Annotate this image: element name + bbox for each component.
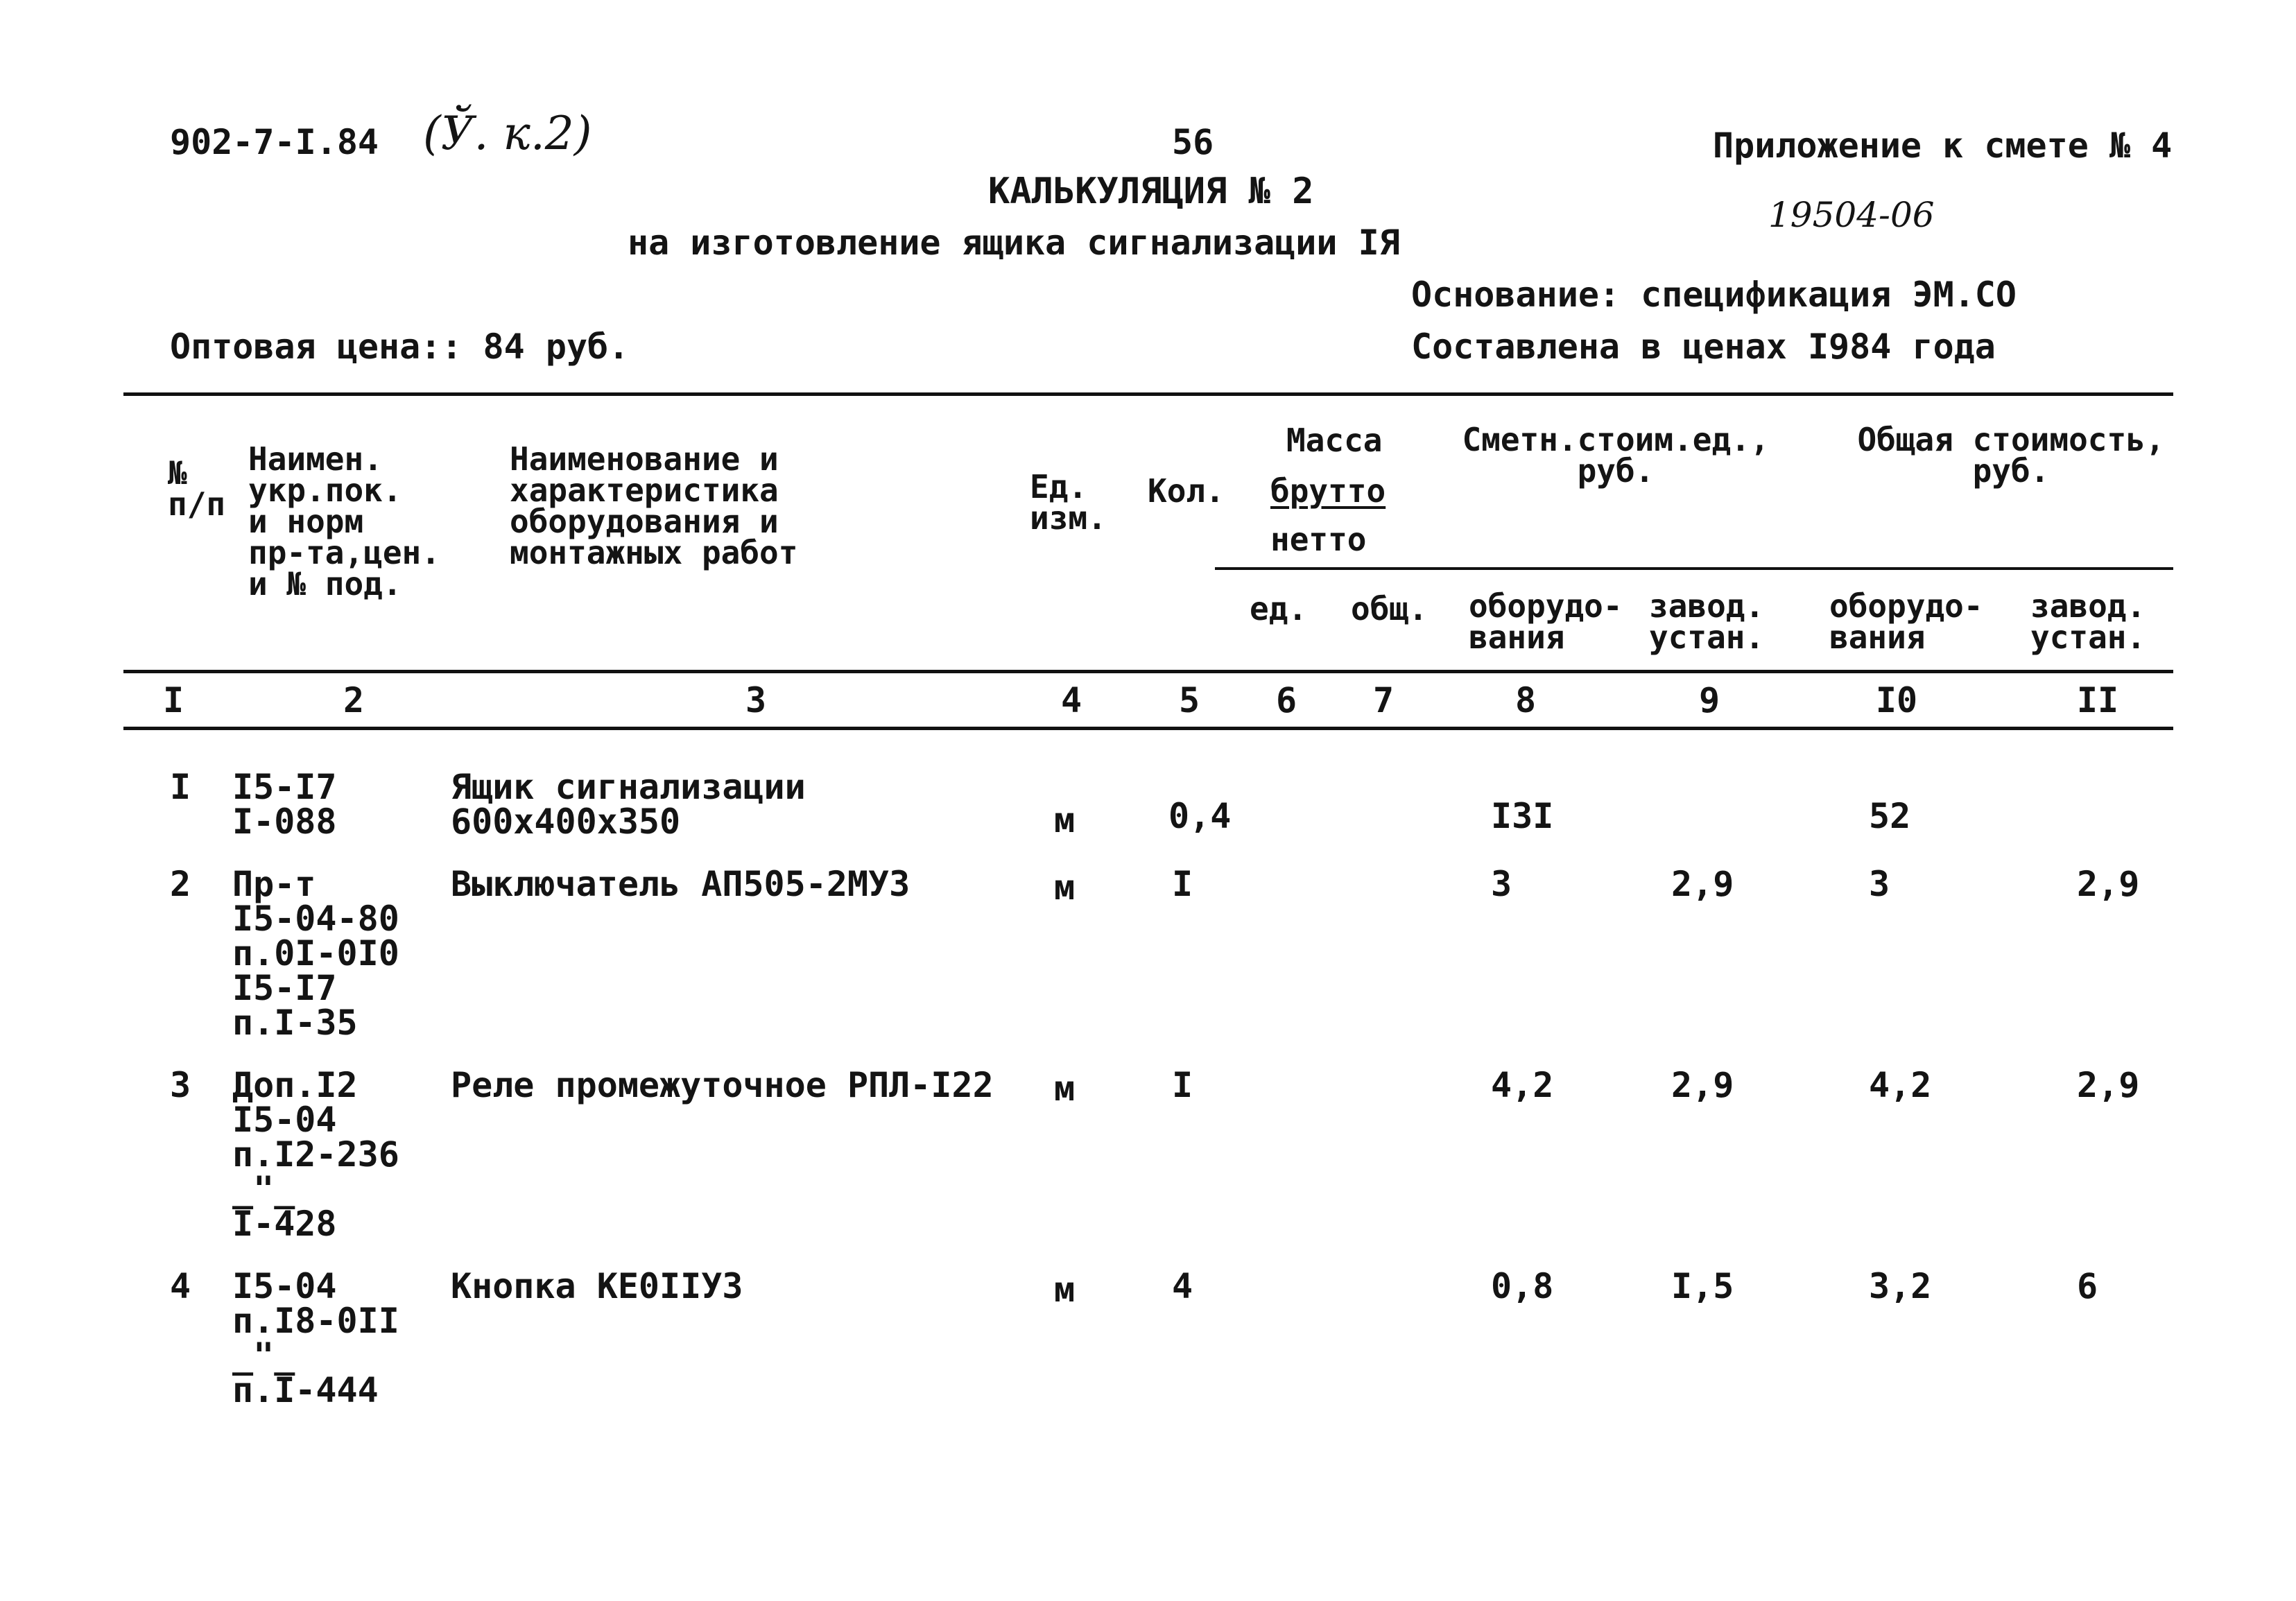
row-unit: м (1054, 1270, 1076, 1310)
row-total-cost-factory-install: 6 (2077, 1266, 2098, 1306)
header-total-cost-equipment: оборудо- вания (1829, 587, 1983, 657)
column-number: 3 (745, 680, 767, 720)
row-total-cost-equipment: 4,2 (1869, 1065, 1932, 1105)
handwritten-note: (Ў. к.2) (423, 107, 592, 160)
row-unit-cost-equipment: 0,8 (1491, 1266, 1554, 1306)
column-number: 4 (1060, 680, 1082, 720)
header-norm-reference: Наимен. укр.пок. и норм пр-та,цен. и № под. (248, 440, 440, 603)
header-item-name: Наименование и характеристика оборудования и монтажных работ (510, 440, 798, 572)
header-row-number: № п/п (168, 454, 226, 523)
row-item-name: Кнопка КЕ0IIУ3 (451, 1266, 743, 1306)
column-number: 7 (1372, 680, 1395, 720)
stamp-number: 19504-06 (1768, 195, 1935, 235)
page-number: 56 (1172, 122, 1214, 162)
row-total-cost-equipment: 3,2 (1869, 1266, 1932, 1306)
row-quantity: I (1172, 1065, 1193, 1105)
row-number: 4 (170, 1266, 191, 1306)
row-item-name: Выключатель АП505-2МУ3 (451, 864, 910, 904)
row-quantity: 4 (1172, 1266, 1193, 1306)
header-total-cost: Общая стоимость, руб. (1857, 421, 2165, 490)
row-number: I (170, 767, 191, 807)
row-item-name: Ящик сигнализации 600x400x350 (451, 767, 806, 842)
table-subheader-rule (1215, 567, 2173, 570)
row-total-cost-equipment: 52 (1869, 796, 1911, 836)
row-quantity: 0,4 (1168, 796, 1232, 836)
row-total-cost-equipment: 3 (1869, 864, 1890, 904)
document-code: 902-7-I.84 (170, 122, 379, 162)
row-total-cost-factory-install: 2,9 (2077, 1065, 2140, 1105)
row-norm-reference: Доп.I2 I5-04 п.I2-236 _"_ I-428 (232, 1065, 399, 1244)
prices-year-line: Составлена в ценах I984 года (1411, 327, 1996, 367)
column-number: 2 (343, 680, 365, 720)
column-number: 9 (1698, 680, 1720, 720)
column-number: 6 (1275, 680, 1297, 720)
row-number: 3 (170, 1065, 191, 1105)
header-unit-cost-equipment: оборудо- вания (1469, 587, 1623, 657)
row-unit-cost-factory-install: I,5 (1671, 1266, 1734, 1306)
header-unit-cost-factory-install: завод. устан. (1649, 587, 1765, 657)
wholesale-price: Оптовая цена:: 84 руб. (170, 327, 630, 367)
row-norm-reference: I5-I7 I-088 (232, 767, 337, 842)
header-mass-total: общ. (1351, 590, 1428, 628)
column-number: 8 (1514, 680, 1537, 720)
header-mass-gross: брутто (1270, 472, 1386, 510)
document-title: КАЛЬКУЛЯЦИЯ № 2 (988, 171, 1314, 212)
header-unit: Ед. изм. (1030, 468, 1107, 537)
row-total-cost-factory-install: 2,9 (2077, 864, 2140, 904)
row-unit: м (1054, 800, 1076, 840)
row-unit-cost-equipment: 4,2 (1491, 1065, 1554, 1105)
row-unit-cost-equipment: I3I (1491, 796, 1554, 836)
row-quantity: I (1172, 864, 1193, 904)
row-unit: м (1054, 867, 1076, 908)
row-item-name: Реле промежуточное РПЛ-I22 (451, 1065, 994, 1105)
column-number: 5 (1178, 680, 1200, 720)
column-number: I0 (1875, 680, 1918, 720)
appendix-label: Приложение к смете № 4 (1713, 126, 2173, 166)
header-quantity: Кол. (1148, 472, 1225, 510)
row-norm-reference: Пр-т I5-04-80 п.0I-0I0 I5-I7 п.I-35 (232, 864, 399, 1043)
row-norm-reference: I5-04 п.I8-0II _"_ п.I-444 (232, 1266, 399, 1410)
header-unit-cost: Сметн.стоим.ед., руб. (1462, 421, 1770, 490)
row-unit-cost-factory-install: 2,9 (1671, 1065, 1734, 1105)
row-unit-cost-equipment: 3 (1491, 864, 1512, 904)
header-mass: Масса (1286, 422, 1383, 459)
header-total-cost-factory-install: завод. устан. (2030, 587, 2146, 657)
header-mass-net: нетто (1270, 521, 1367, 558)
table-top-rule (123, 392, 2173, 396)
row-unit: м (1054, 1068, 1076, 1109)
basis-line: Основание: спецификация ЭМ.СО (1411, 275, 2017, 315)
row-unit-cost-factory-install: 2,9 (1671, 864, 1734, 904)
column-number: II (2076, 680, 2119, 720)
column-number: I (162, 680, 184, 720)
document-subtitle: на изготовление ящика сигнализации IЯ (628, 223, 1400, 263)
row-number: 2 (170, 864, 191, 904)
table-header-rule (123, 670, 2173, 673)
table-column-numbers-rule (123, 727, 2173, 730)
header-mass-per-unit: ед. (1250, 590, 1308, 628)
